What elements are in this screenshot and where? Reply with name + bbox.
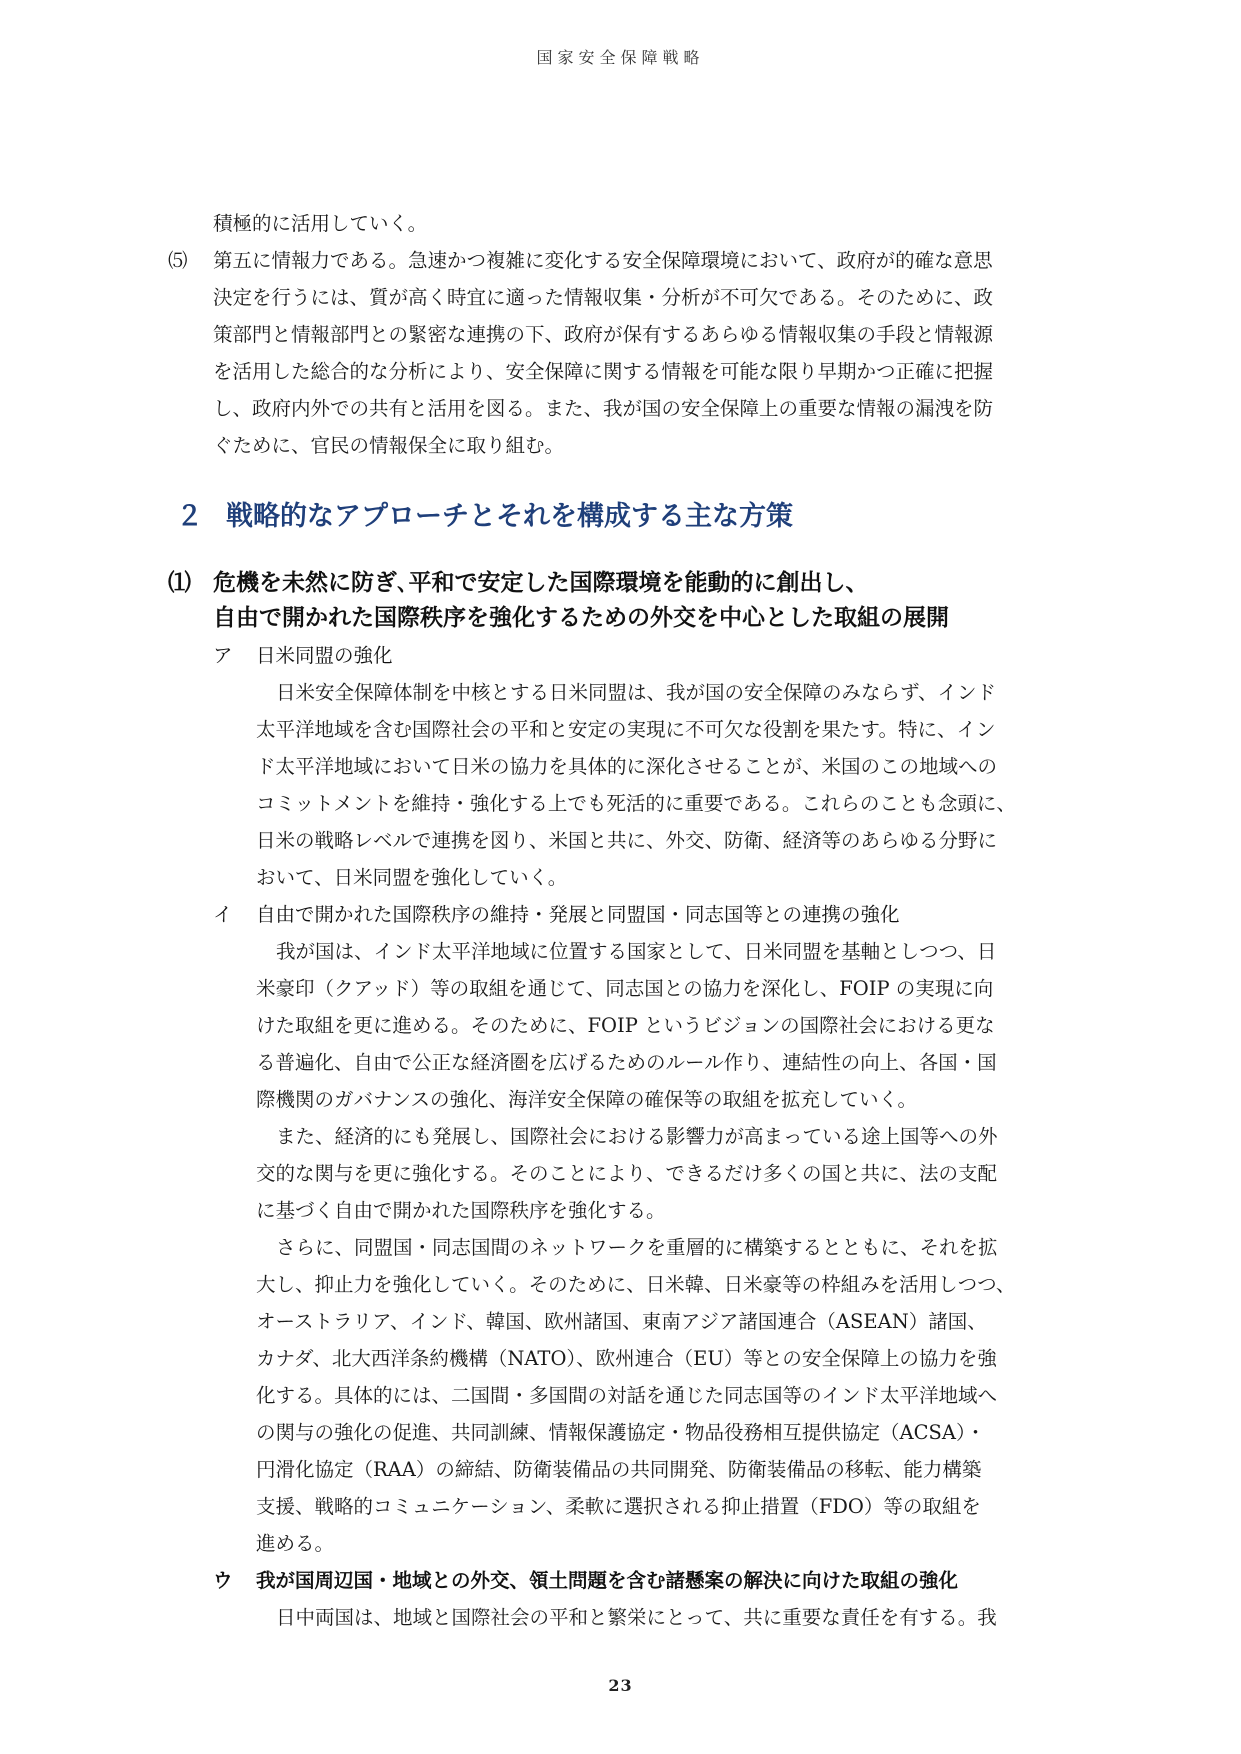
- paragraph-line: 第五に情報力である。急速かつ複雑に変化する安全保障環境において、政府が的確な意思: [213, 249, 993, 272]
- paragraph-line: 日中両国は、地域と国際社会の平和と繁栄にとって、共に重要な責任を有する。我: [276, 1606, 997, 1629]
- paragraph-line: る普遍化、自由で公正な経済圏を広げるためのルール作り、連結性の向上、各国・国: [256, 1051, 997, 1074]
- paragraph-line: コミットメントを維持・強化する上でも死活的に重要である。これらのことも念頭に、: [256, 792, 1016, 815]
- paragraph-line: 決定を行うには、質が高く時宜に適った情報収集・分析が不可欠である。そのために、政: [213, 286, 994, 309]
- item-title: 日米同盟の強化: [256, 644, 393, 667]
- item-number: ⑸: [168, 249, 188, 272]
- running-header: 国家安全保障戦略: [536, 48, 705, 67]
- paragraph-line: おいて、日米同盟を強化していく。: [256, 866, 568, 889]
- item-title: 自由で開かれた国際秩序の維持・発展と同盟国・同志国等との連携の強化: [256, 903, 900, 926]
- item-label: ウ: [213, 1569, 233, 1592]
- paragraph-line: に基づく自由で開かれた国際秩序を強化する。: [256, 1199, 666, 1222]
- paragraph-line: 策部門と情報部門との緊密な連携の下、政府が保有するあらゆる情報収集の手段と情報源: [213, 323, 994, 346]
- paragraph-line: し、政府内外での共有と活用を図る。また、我が国の安全保障上の重要な情報の漏洩を防: [213, 397, 994, 420]
- paragraph-line: ぐために、官民の情報保全に取り組む。: [213, 434, 565, 457]
- paragraph-line: カナダ、北大西洋条約機構（NATO）、欧州連合（EU）等との安全保障上の協力を強: [256, 1347, 997, 1370]
- subsection-title-line-1: 危機を未然に防ぎ､平和で安定した国際環境を能動的に創出し、: [213, 569, 869, 596]
- subsection-number: ⑴: [168, 569, 191, 596]
- paragraph-line: 支援、戦略的コミュニケーション、柔軟に選択される抑止措置（FDO）等の取組を: [256, 1495, 981, 1518]
- paragraph-line: オーストラリア、インド、韓国、欧州諸国、東南アジア諸国連合（ASEAN）諸国、: [256, 1310, 987, 1333]
- paragraph-line: 進める。: [256, 1532, 335, 1555]
- paragraph-line: 太平洋地域を含む国際社会の平和と安定の実現に不可欠な役割を果たす。特に、イン: [256, 718, 996, 741]
- section-heading: [176, 500, 793, 534]
- paragraph-line: 際機関のガバナンスの強化、海洋安全保障の確保等の取組を拡充していく。: [256, 1088, 918, 1111]
- paragraph-line: 米豪印（クアッド）等の取組を通じて、同志国との協力を深化し、FOIP の実現に向: [256, 977, 994, 1000]
- section-number: ２: [176, 501, 203, 532]
- item-label: イ: [213, 903, 233, 926]
- paragraph-line: 化する。具体的には、二国間・多国間の対話を通じた同志国等のインド太平洋地域へ: [256, 1384, 998, 1407]
- paragraph-line: けた取組を更に進める。そのために、FOIP というビジョンの国際社会における更な: [256, 1014, 995, 1037]
- subsection-title-line-2: 自由で開かれた国際秩序を強化するための外交を中心とした取組の展開: [213, 604, 949, 631]
- paragraph-line: 大し、抑止力を強化していく。そのために、日米韓、日米豪等の枠組みを活用しつつ、: [256, 1273, 1016, 1296]
- paragraph-line: さらに、同盟国・同志国間のネットワークを重層的に構築するとともに、それを拡: [276, 1236, 998, 1259]
- paragraph-line: の関与の強化の促進、共同訓練、情報保護協定・物品役務相互提供協定（ACSA）・: [256, 1421, 986, 1444]
- paragraph-line: 交的な関与を更に強化する。そのことにより、できるだけ多くの国と共に、法の支配: [256, 1162, 998, 1185]
- paragraph-line: 我が国は、インド太平洋地域に位置する国家として、日米同盟を基軸としつつ、日: [276, 940, 997, 963]
- item-title: 我が国周辺国・地域との外交、領土問題を含む諸懸案の解決に向けた取組の強化: [256, 1569, 959, 1592]
- paragraph-line: 円滑化協定（RAA）の締結、防衛装備品の共同開発、防衛装備品の移転、能力構築: [256, 1458, 982, 1481]
- item-label: ア: [213, 644, 233, 667]
- paragraph-line: 日米安全保障体制を中核とする日米同盟は、我が国の安全保障のみならず、インド: [276, 681, 996, 704]
- paragraph-line: ド太平洋地域において日米の協力を具体的に深化させることが、米国のこの地域への: [256, 755, 998, 778]
- page-number: 23: [608, 1676, 633, 1695]
- continuation-line: 積極的に活用していく。: [213, 212, 428, 235]
- section-title: 戦略的なアプローチとそれを構成する主な方策: [226, 501, 793, 532]
- paragraph-line: また、経済的にも発展し、国際社会における影響力が高まっている途上国等への外: [276, 1125, 998, 1148]
- paragraph-line: 日米の戦略レベルで連携を図り、米国と共に、外交、防衛、経済等のあらゆる分野に: [256, 829, 998, 852]
- paragraph-line: を活用した総合的な分析により、安全保障に関する情報を可能な限り早期かつ正確に把握: [213, 360, 994, 383]
